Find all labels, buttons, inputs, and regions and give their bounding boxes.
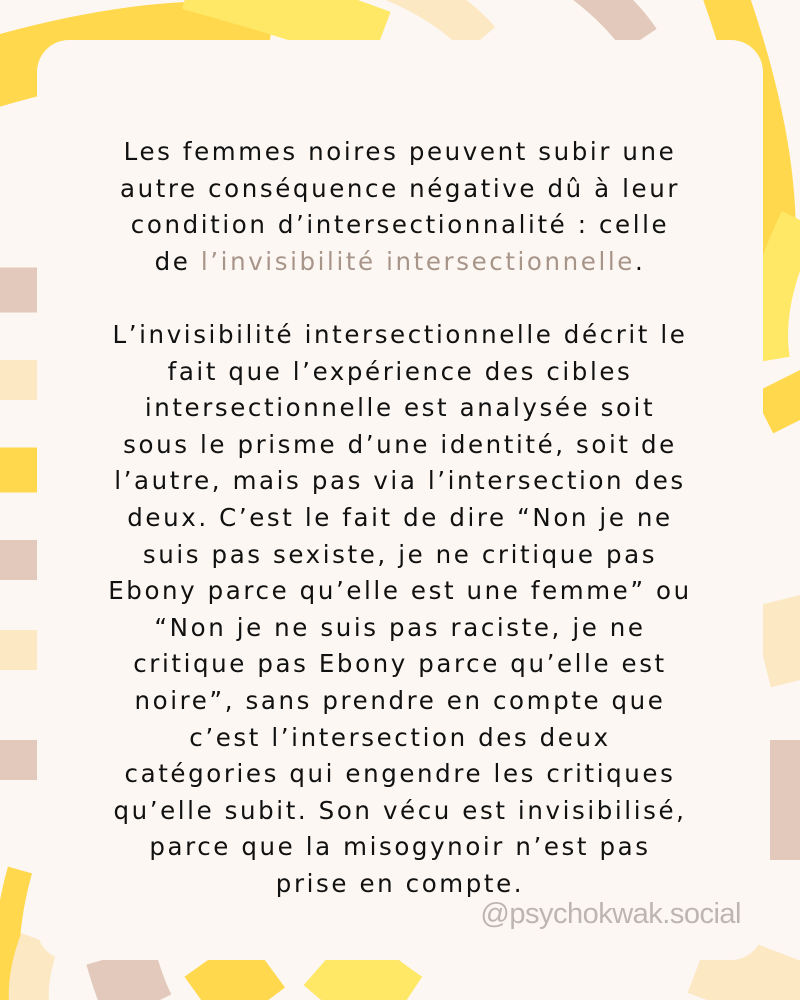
text-line: condition d’intersectionnalité : celle [130,210,670,240]
paragraph-2 [47,317,753,903]
paragraph-gap [47,280,753,317]
text-line: noire”, sans prendre en compte que [134,685,666,715]
text-line [47,244,753,281]
text-line: L’invisibilité intersectionnelle décrit le [112,319,688,349]
text-line: c’est l’intersection des deux [189,722,611,752]
text-line: suis pas sexiste, je ne critique pas [142,539,658,569]
text-line: autre conséquence négative dû à leur [119,173,681,203]
text-line: prise en compte. [275,868,525,898]
text-line: “Non je ne suis pas raciste, je ne [154,612,646,642]
text-line: critique pas Ebony parce qu’elle est [133,649,667,679]
highlighted-term: l’invisibilité intersectionnelle [200,246,635,276]
text-prefix: de [154,246,201,276]
text-suffix: . [634,246,646,276]
text-line: intersectionnelle est analysée soit [144,393,656,423]
text-line: qu’elle subit. Son vécu est invisibilisé, [113,795,687,825]
text-line: Les femmes noires peuvent subir une [123,137,677,166]
text-line: sous le prisme d’une identité, soit de [123,429,677,459]
content-card [37,40,763,960]
text-line: l’autre, mais pas via l’intersection des [114,466,686,496]
social-handle: @psychokwak.social [480,898,741,930]
text-line: deux. C’est le fait de dire “Non je ne [127,502,673,532]
body-text [47,134,753,902]
text-line: Ebony parce qu’elle est une femme” ou [108,576,692,606]
text-line: catégories qui engendre les critiques [124,759,676,789]
text-line: parce que la misogynoir n’est pas [149,832,651,862]
text-line: fait que l’expérience des cibles [167,356,633,386]
